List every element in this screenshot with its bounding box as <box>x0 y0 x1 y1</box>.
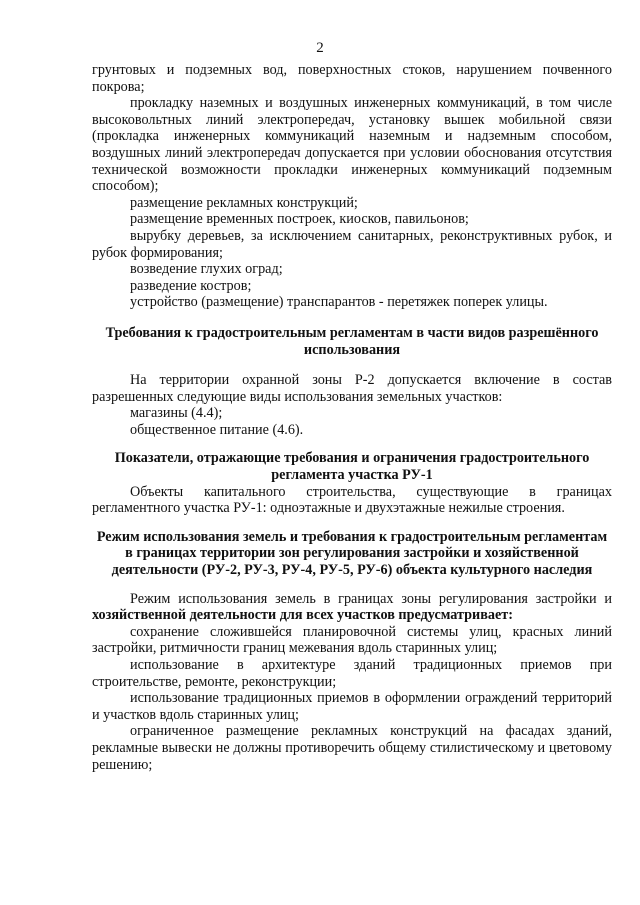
list-item: разведение костров; <box>130 277 252 294</box>
list-item: устройство (размещение) транспарантов - перетяжек поперек улицы. <box>130 294 548 311</box>
section-heading: Требования к градостроительным регламентам в части видов разрешённого использования <box>105 324 599 358</box>
page-number: 2 <box>316 40 324 56</box>
paragraph-text: Режим использования земель в границах зоны регулирования застройки и <box>130 590 612 607</box>
section-heading: Режим использования земель и требования к градостроительным регламентам в границах территории зон регулирования застройки и хозяйственной деятельности (РУ-2, РУ-3, РУ-4, РУ-5, РУ-6) объекта культурного наследия <box>96 528 608 579</box>
list-item: размещение рекламных конструкций; <box>130 194 358 211</box>
paragraph: Объекты капитального строительства, существующие в границах регламентного участка РУ-1: одноэтажные и двухэтажные нежилые строения. <box>92 483 612 517</box>
section-heading: Показатели, отражающие требования и ограничения градостроительного регламента участка РУ-1 <box>114 450 590 484</box>
list-item: размещение временных построек, киосков, павильонов; <box>130 211 469 228</box>
list-item: возведение глухих оград; <box>130 261 283 278</box>
paragraph: прокладку наземных и воздушных инженерных коммуникаций, в том числе высоковольтных линий электропередач, установку вышек мобильной связи (прокладка инженерных коммуникаций наземным и надземным способом, воздушных линий электропередач допускается при условии обоснования отсутствия технической возможности прокладки инженерных коммуникаций подземным способом); <box>92 95 612 195</box>
paragraph: грунтовых и подземных вод, поверхностных стоков, нарушением почвенного покрова; <box>92 62 612 95</box>
list-item: использование традиционных приемов в оформлении ограждений территорий и участков вдоль старинных улиц; <box>92 690 612 723</box>
list-item: общественное питание (4.6). <box>130 421 304 438</box>
paragraph <box>92 591 612 624</box>
list-item: сохранение сложившейся планировочной системы улиц, красных линий застройки, ритмичности границ межевания вдоль старинных улиц; <box>92 623 612 657</box>
list-item: вырубку деревьев, за исключением санитарных, реконструктивных рубок, и рубок формирования; <box>92 227 612 261</box>
document-body <box>92 62 612 773</box>
list-item: ограниченное размещение рекламных конструкций на фасадах зданий, рекламные вывески не должны противоречить общему стилистическому и цветовому решению; <box>92 723 612 773</box>
list-item: использование в архитектуре зданий традиционных приемов при строительстве, ремонте, реконструкции; <box>92 657 612 690</box>
list-item: магазины (4.4); <box>130 405 223 422</box>
paragraph-bold-text: хозяйственной деятельности для всех участков предусматривает: <box>92 607 513 624</box>
paragraph: На территории охранной зоны Р-2 допускается включение в состав разрешенных следующие виды использования земельных участков: <box>92 372 612 405</box>
